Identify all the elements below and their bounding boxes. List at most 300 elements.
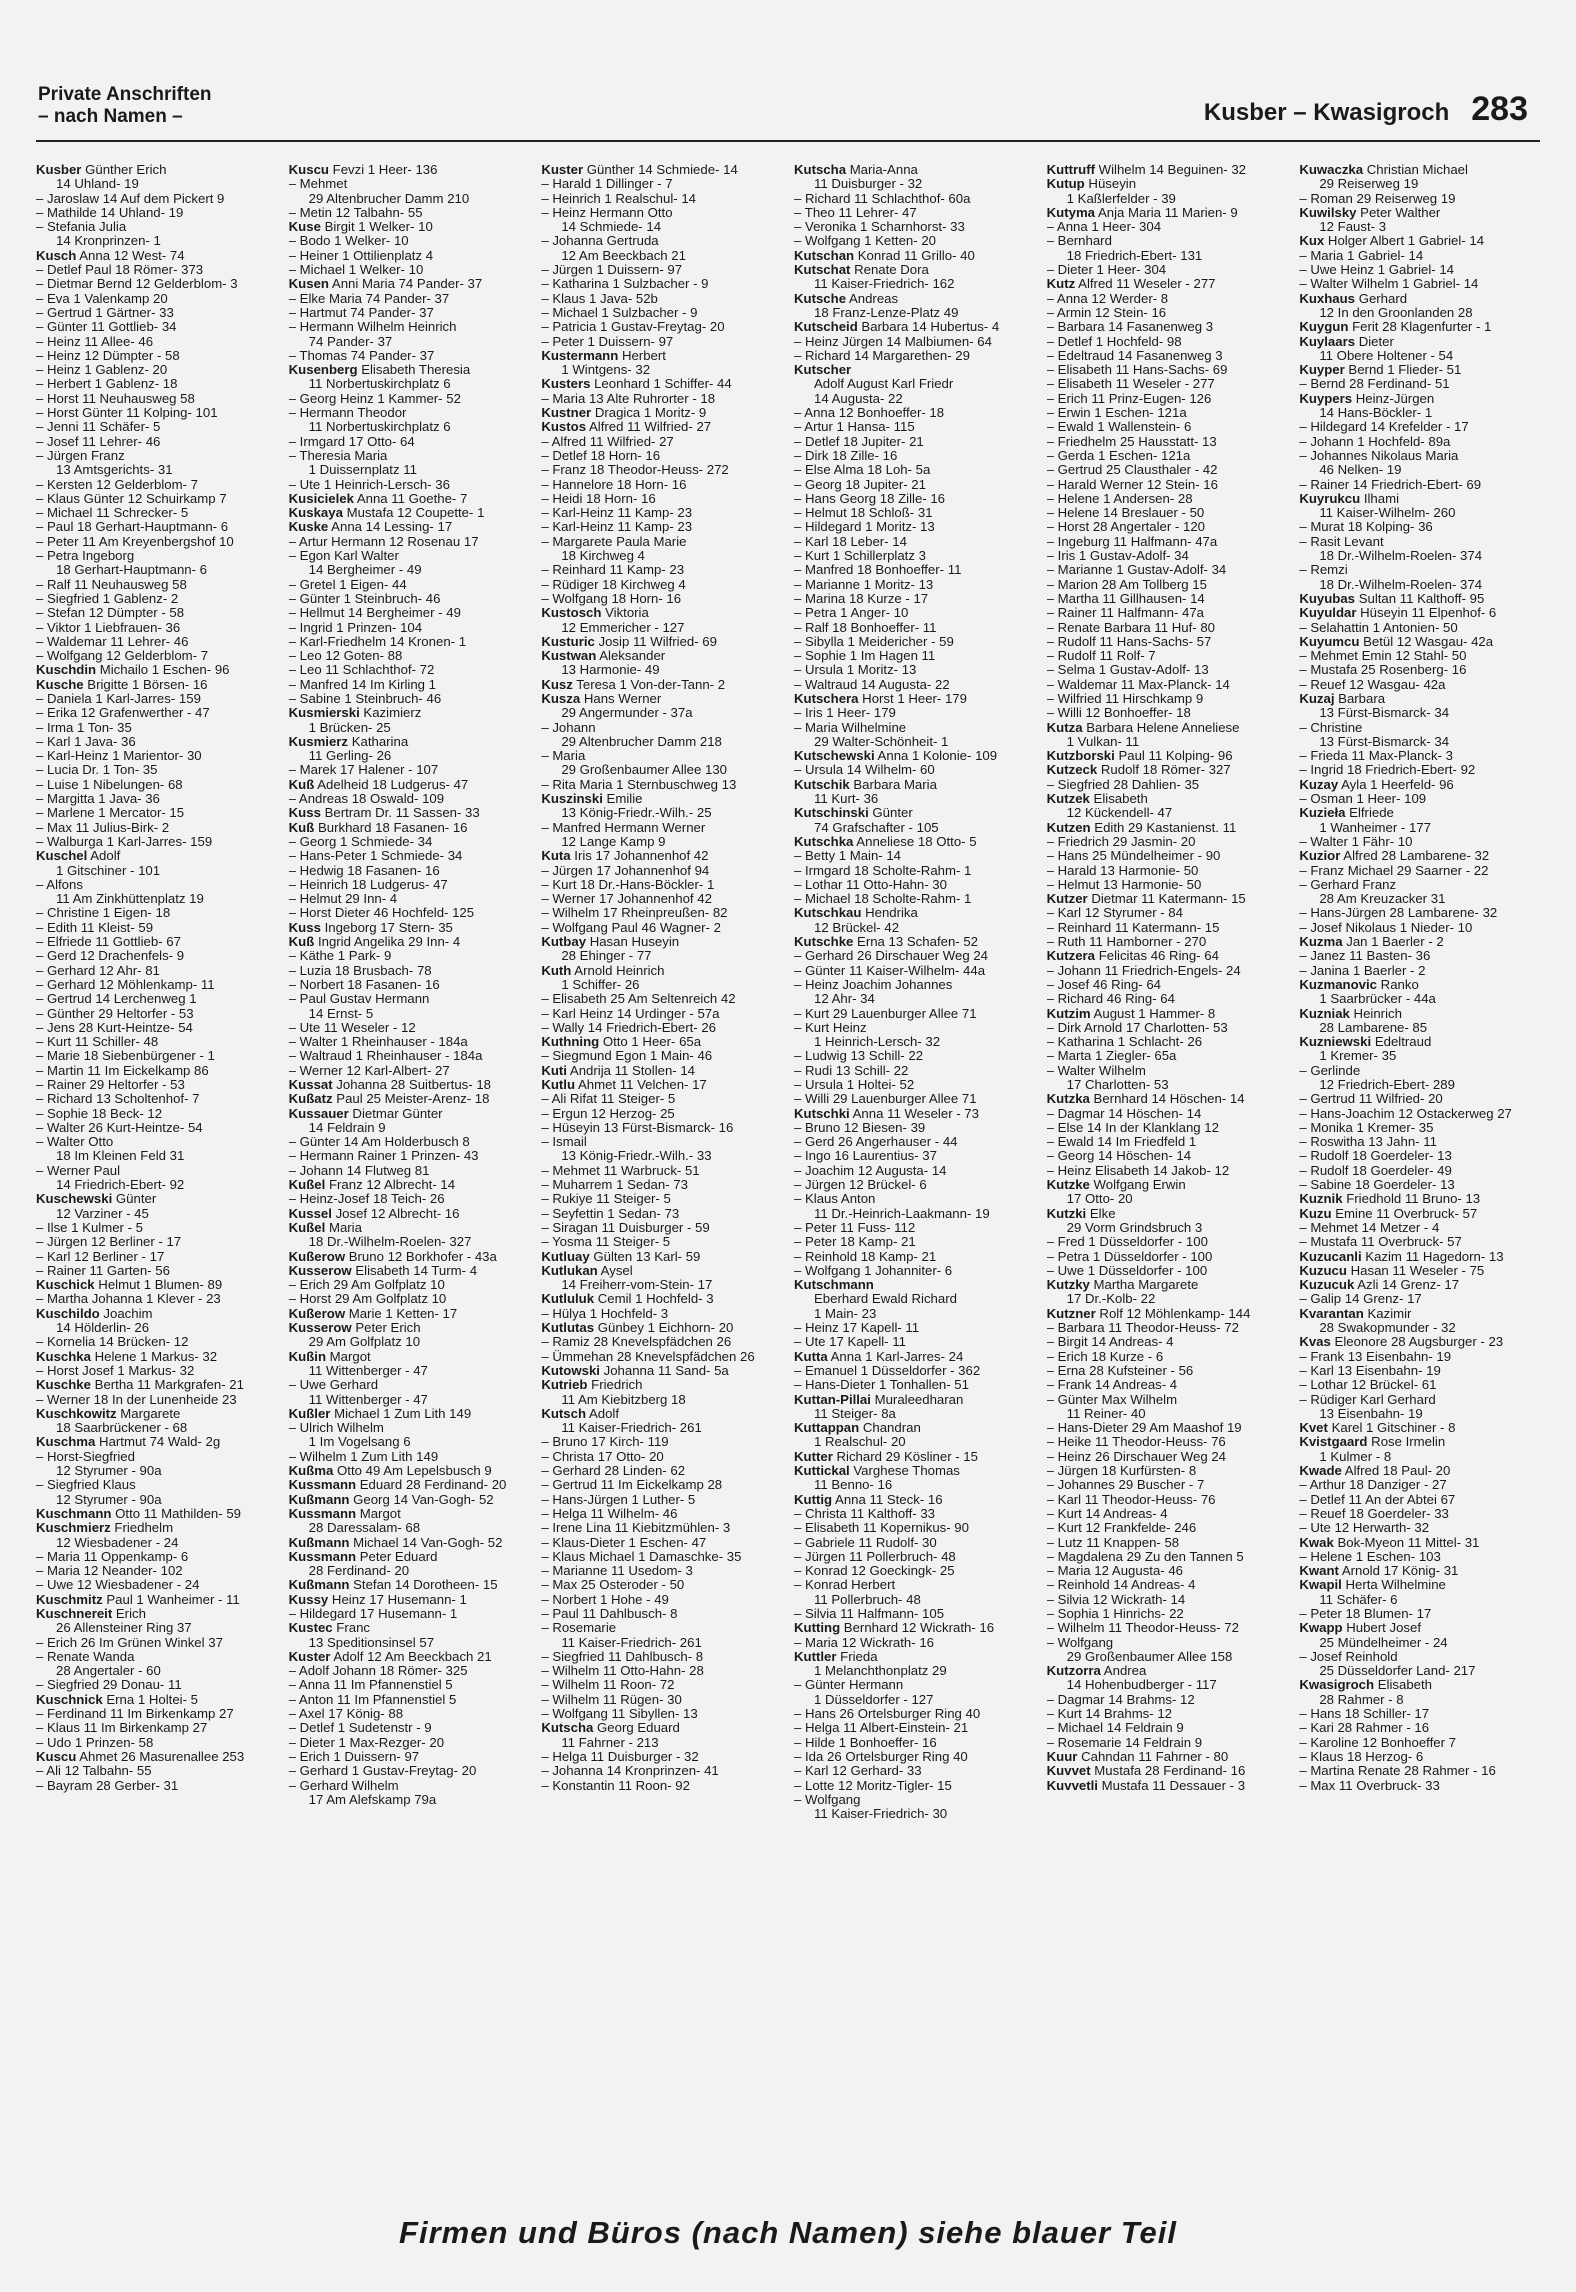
directory-entry-head: [1047, 1307, 1288, 1321]
directory-entry-continuation: 14 Bergheimer - 49: [308, 563, 422, 578]
directory-entry: – Michael 11 Schrecker- 5: [36, 506, 189, 521]
surname: Kusserow: [288, 1263, 352, 1278]
header-rule: [36, 140, 1540, 142]
entry-details: Jan 1 Baerler - 2: [1342, 935, 1444, 950]
directory-entry: – Klaus 18 Herzog- 6: [1299, 1749, 1424, 1764]
directory-entry: – Heinrich 18 Ludgerus- 47: [288, 877, 448, 892]
directory-entry-head: [541, 420, 782, 434]
directory-entry: – Rasit Levant: [1299, 534, 1384, 549]
directory-entry: – Margitta 1 Java- 36: [36, 792, 160, 807]
directory-entry: – Gerhard Wilhelm: [288, 1778, 399, 1793]
entry-details: Alfred 28 Lambarene- 32: [1340, 849, 1490, 864]
directory-entry: – Hans-Dieter 1 Tonhallen- 51: [794, 1378, 969, 1393]
directory-entry-head: [1299, 163, 1540, 177]
directory-entry: – Werner Paul: [36, 1163, 121, 1178]
directory-entry-head: [541, 1264, 782, 1278]
directory-entry-head: [794, 935, 1035, 949]
surname: Kutschke: [794, 935, 854, 950]
directory-entry: – Ursula 14 Wilhelm- 60: [794, 763, 935, 778]
directory-entry: – Josef 11 Lehrer- 46: [36, 434, 161, 449]
entry-details: Erna 1 Holtei- 5: [102, 1692, 198, 1707]
directory-entry: – Bayram 28 Gerber- 31: [36, 1778, 179, 1793]
directory-entry: – Wolfgang 12 Gelderblom- 7: [36, 649, 209, 664]
directory-entry-head: [1047, 892, 1288, 906]
directory-entry: – Richard 46 Ring- 64: [1046, 992, 1175, 1007]
directory-entry: – Rüdiger Karl Gerhard: [1299, 1392, 1436, 1407]
directory-entry: – Ute 1 Heinrich-Lersch- 36: [288, 477, 450, 492]
directory-column: [289, 163, 530, 2203]
directory-entry: – Renate Barbara 11 Huf- 80: [1046, 620, 1216, 635]
directory-entry-head: [1299, 1421, 1540, 1435]
surname: Kusserow: [288, 1321, 352, 1336]
surname: Kuss: [288, 806, 321, 821]
directory-entry: – Walburga 1 Karl-Jarres- 159: [36, 834, 213, 849]
directory-entry: – Lucia Dr. 1 Ton- 35: [36, 763, 158, 778]
directory-entry-head: [289, 1650, 530, 1664]
directory-entry-head: [289, 1307, 530, 1321]
directory-entry: – Max 11 Julius-Birk- 2: [36, 820, 170, 835]
directory-entry: – Siegfried 11 Dahlbusch- 8: [541, 1649, 704, 1664]
directory-entry-head: [541, 406, 782, 420]
directory-entry: – Heinz 11 Allee- 46: [36, 334, 154, 349]
directory-entry-head: [1299, 1678, 1540, 1692]
directory-entry: – Heinz 12 Dümpter - 58: [36, 348, 180, 363]
directory-entry: – Klaus Anton: [794, 1192, 876, 1207]
directory-entry: – Muharrem 1 Sedan- 73: [541, 1178, 688, 1193]
surname: Kuskaya: [288, 506, 343, 521]
entry-details: Hartmut 74 Wald- 2g: [95, 1435, 221, 1450]
surname: Kusmierz: [288, 734, 349, 749]
directory-entry-head: [1299, 1435, 1540, 1449]
directory-entry-continuation: 18 Im Kleinen Feld 31: [56, 1149, 185, 1164]
directory-entry: – Paul Gustav Hermann: [288, 992, 430, 1007]
directory-entry: – Gerd 26 Angerhauser - 44: [794, 1135, 958, 1150]
surname: Kuypers: [1299, 391, 1353, 406]
directory-entry-head: [1299, 206, 1540, 220]
surname: Kutzer: [1046, 892, 1088, 907]
entry-details: Anna 11 Goethe- 7: [353, 491, 468, 506]
entry-details: Paul 25 Meister-Arenz- 18: [332, 1092, 490, 1107]
directory-entry: – Kurt 14 Brahms- 12: [1046, 1707, 1172, 1722]
entry-details: Dietmar 11 Katermann- 15: [1087, 892, 1246, 907]
directory-entry: – Ingeburg 11 Halfmann- 47a: [1046, 534, 1218, 549]
directory-entry: – Janez 11 Basten- 36: [1299, 949, 1431, 964]
directory-entry-head: [541, 163, 782, 177]
directory-entry-head: [1299, 292, 1540, 306]
directory-entry: – Heidi 18 Horn- 16: [541, 491, 656, 506]
directory-entry-continuation: Eberhard Ewald Richard: [814, 1292, 957, 1307]
directory-entry: – Hans Georg 18 Zille- 16: [794, 491, 945, 506]
directory-entry-head: [794, 1278, 1035, 1292]
directory-entry: – Karl 11 Theodor-Heuss- 76: [1046, 1492, 1216, 1507]
directory-entry-continuation: 18 Dr.-Wilhelm-Roelen- 374: [1319, 549, 1483, 564]
surname: Kuscu: [36, 1749, 77, 1764]
directory-entry: – Karl 18 Leber- 14: [794, 534, 907, 549]
surname: Kuzniewski: [1299, 1035, 1372, 1050]
entry-details: Anna 11 Steck- 16: [832, 1492, 943, 1507]
directory-entry: – Katharina 1 Schlacht- 26: [1046, 1035, 1203, 1050]
directory-entry: – Hans-Jürgen 28 Lambarene- 32: [1299, 906, 1498, 921]
directory-entry-head: [1047, 1764, 1288, 1778]
directory-entry: – Osman 1 Heer- 109: [1299, 792, 1427, 807]
directory-entry: – Michael 14 Feldrain 9: [1046, 1721, 1184, 1736]
directory-entry: – Walter Wilhelm: [1046, 1063, 1146, 1078]
directory-entry-head: [541, 935, 782, 949]
directory-entry-head: [541, 1292, 782, 1306]
directory-entry: – Bruno 12 Biesen- 39: [794, 1120, 926, 1135]
surname: Kusmierski: [288, 706, 360, 721]
surname: Kutschat: [794, 263, 851, 278]
directory-entry-head: [289, 1407, 530, 1421]
surname: Kwapil: [1299, 1578, 1342, 1593]
directory-entry: – Walter 26 Kurt-Heintze- 54: [36, 1120, 203, 1135]
directory-entry: – Marie 18 Siebenbürgener - 1: [36, 1049, 215, 1064]
directory-entry: – Erich 11 Prinz-Eugen- 126: [1046, 391, 1212, 406]
entry-details: Stefan 14 Dorotheen- 15: [349, 1578, 498, 1593]
directory-entry: – Helene 14 Breslauer - 50: [1046, 506, 1205, 521]
directory-entry-head: [794, 292, 1035, 306]
entry-details: Günbey 1 Eichhorn- 20: [594, 1321, 734, 1336]
surname: Kußma: [288, 1464, 334, 1479]
surname: Kuttappan: [794, 1421, 860, 1436]
directory-entry: – Paul 11 Dahlbusch- 8: [541, 1606, 678, 1621]
directory-entry: – Horst Dieter 46 Hochfeld- 125: [288, 906, 475, 921]
directory-entry: – Emanuel 1 Düsseldorfer - 362: [794, 1363, 981, 1378]
directory-entry-head: [36, 1521, 277, 1535]
directory-entry-continuation: 14 Uhland- 19: [56, 177, 139, 192]
entry-details: Josip 11 Wilfried- 69: [594, 634, 717, 649]
directory-entry: – Petra 1 Düsseldorfer - 100: [1046, 1249, 1213, 1264]
entry-details: Johanna 28 Suitbertus- 18: [332, 1078, 492, 1092]
directory-entry-continuation: 1 Kremer- 35: [1319, 1049, 1397, 1064]
directory-entry: – Werner 12 Karl-Albert- 27: [288, 1063, 450, 1078]
directory-entry: – Wilhelm 11 Rügen- 30: [541, 1692, 682, 1707]
directory-entry: – Erna 28 Kufsteiner - 56: [1046, 1363, 1194, 1378]
surname: Kutzky: [1046, 1278, 1090, 1293]
directory-entry-head: [289, 492, 530, 506]
directory-entry-continuation: 29 Altenbrucher Damm 210: [308, 191, 470, 206]
surname: Kutzki: [1046, 1206, 1087, 1221]
entry-details: Ahmet 11 Velchen- 17: [575, 1078, 707, 1092]
directory-entry: – Remzi: [1299, 563, 1348, 578]
directory-entry-head: [289, 1593, 530, 1607]
directory-entry: – Patricia 1 Gustav-Freytag- 20: [541, 320, 725, 335]
directory-entry-continuation: 17 Charlotten- 53: [1066, 1078, 1169, 1092]
directory-entry: – Johann 1 Hochfeld- 89a: [1299, 434, 1451, 449]
directory-entry: – Gerlinde: [1299, 1063, 1361, 1078]
directory-entry: – Irene Lina 11 Kiebitzmühlen- 3: [541, 1521, 731, 1536]
directory-entry: – Rudolf 11 Rolf- 7: [1046, 649, 1156, 664]
directory-entry-head: [1299, 1307, 1540, 1321]
directory-entry-continuation: 11 Benno- 16: [814, 1478, 893, 1493]
directory-entry-head: [289, 1478, 530, 1492]
directory-entry: – Wilhelm 11 Theodor-Heuss- 72: [1046, 1621, 1239, 1636]
directory-entry: – Karl 12 Berliner - 17: [36, 1249, 165, 1264]
entry-details: Cemil 1 Hochfeld- 3: [594, 1292, 714, 1307]
surname: Kustermann: [541, 348, 619, 363]
directory-entry-head: [289, 706, 530, 720]
directory-entry: – Heinz 26 Dirschauer Weg 24: [1046, 1449, 1227, 1464]
surname: Kußel: [288, 1220, 326, 1235]
directory-entry: – Betty 1 Main- 14: [794, 849, 902, 864]
entry-details: Birgit 1 Welker- 10: [320, 220, 433, 235]
surname: Kuti: [541, 1063, 567, 1078]
directory-entry-continuation: 12 Lange Kamp 9: [561, 834, 666, 849]
directory-entry-head: [1047, 749, 1288, 763]
directory-entry-continuation: 1 Gitschiner - 101: [56, 863, 161, 878]
entry-details: Herbert: [618, 348, 666, 363]
directory-entry: – Reuef 12 Wasgau- 42a: [1299, 677, 1446, 692]
directory-entry: – Hans-Dieter 29 Am Maashof 19: [1046, 1421, 1242, 1436]
directory-entry: – Lotte 12 Moritz-Tigler- 15: [794, 1778, 952, 1793]
surname: Kußmann: [288, 1535, 350, 1550]
directory-entry: – Richard 11 Schlachthof- 60a: [794, 191, 971, 206]
directory-entry: – Ute 17 Kapell- 11: [794, 1335, 906, 1350]
directory-entry: – Karl 12 Gerhard- 33: [794, 1764, 922, 1779]
directory-entry-continuation: 11 Dr.-Heinrich-Laakmann- 19: [814, 1206, 990, 1221]
directory-entry-head: [36, 1750, 277, 1764]
surname: Kuttruff: [1046, 163, 1095, 177]
surname: Kutlu: [541, 1078, 576, 1092]
directory-entry-continuation: 13 Eisenbahn- 19: [1319, 1406, 1423, 1421]
directory-entry: – Ursula 1 Moritz- 13: [794, 663, 917, 678]
directory-entry: – Detlef 18 Jupiter- 21: [794, 434, 924, 449]
directory-entry: – Metin 12 Talbahn- 55: [288, 205, 423, 220]
surname: Kutscha: [794, 163, 847, 177]
directory-entry-head: [1047, 206, 1288, 220]
directory-entry: – Hans-Jürgen 1 Luther- 5: [541, 1492, 696, 1507]
directory-entry: – Ute 11 Weseler - 12: [288, 1020, 416, 1035]
surname: Kutschan: [794, 248, 855, 263]
directory-entry: – Willi 12 Bonhoeffer- 18: [1046, 706, 1191, 721]
directory-entry-head: [794, 1107, 1035, 1121]
directory-entry: – Stefan 12 Dümpter - 58: [36, 606, 185, 621]
directory-entry: – Günter 1 Steinbruch- 46: [288, 591, 441, 606]
entry-details: Hendrika: [861, 906, 918, 921]
directory-entry: – Helmut 13 Harmonie- 50: [1046, 877, 1202, 892]
surname: Kuylaars: [1299, 334, 1356, 349]
directory-entry-head: [289, 1464, 530, 1478]
directory-entry-head: [1299, 806, 1540, 820]
directory-entry-continuation: 11 Pollerbruch- 48: [814, 1592, 921, 1607]
directory-entry-continuation: 18 Dr.-Wilhelm-Roelen- 327: [308, 1235, 472, 1250]
surname: Kutzke: [1046, 1178, 1090, 1193]
directory-entry: – Katharina 1 Sulzbacher - 9: [541, 277, 709, 292]
directory-entry: – Mehmet Emin 12 Stahl- 50: [1299, 649, 1467, 664]
directory-entry: – Murat 18 Kolping- 36: [1299, 520, 1433, 535]
surname: Kuyper: [1299, 363, 1345, 378]
directory-entry: – Detlef Paul 18 Römer- 373: [36, 263, 204, 278]
directory-entry: – Marion 28 Am Tollberg 15: [1046, 577, 1207, 592]
directory-entry-continuation: 14 Hohenbudberger - 117: [1066, 1678, 1217, 1693]
directory-entry: – Maria 12 Wickrath- 16: [794, 1635, 934, 1650]
surname: Kusber: [36, 163, 82, 177]
surname: Kutbay: [541, 935, 587, 950]
directory-entry: – Horst 28 Angertaler - 120: [1046, 520, 1205, 535]
directory-entry-continuation: 11 Kaiser-Friedrich- 261: [561, 1635, 702, 1650]
surname: Kustec: [288, 1621, 333, 1636]
directory-entry: – Jürgen 17 Johannenhof 94: [541, 863, 710, 878]
entry-details: Friedhold 11 Bruno- 13: [1342, 1192, 1481, 1207]
directory-entry-head: [541, 849, 782, 863]
directory-entry: – Karl-Heinz 1 Marientor- 30: [36, 749, 202, 764]
directory-entry: – Yosma 11 Steiger- 5: [541, 1235, 671, 1250]
directory-entry: – Wolfgang 11 Sibyllen- 13: [541, 1707, 698, 1722]
directory-entry: – Birgit 14 Andreas- 4: [1046, 1335, 1174, 1350]
entry-details: Barbara 14 Hubertus- 4: [857, 320, 1000, 335]
directory-entry-head: [289, 1078, 530, 1092]
directory-entry-head: [289, 935, 530, 949]
directory-entry: – Martina Renate 28 Rahmer - 16: [1299, 1764, 1496, 1779]
directory-entry-head: [1299, 1264, 1540, 1278]
surname: Kuta: [541, 849, 571, 864]
directory-entry-continuation: 18 Kirchweg 4: [561, 549, 645, 564]
directory-entry: – Galip 14 Grenz- 17: [1299, 1292, 1422, 1307]
entry-details: Kazimierz: [359, 706, 422, 721]
directory-entry-continuation: 12 Kückendell- 47: [1066, 806, 1173, 821]
entry-details: Otto 11 Mathilden- 59: [111, 1506, 241, 1521]
directory-entry: – Bernhard: [1046, 234, 1112, 249]
directory-entry-continuation: 29 Walter-Schönheit- 1: [814, 734, 949, 749]
surname: Kuth: [541, 963, 572, 978]
surname: Kutup: [1046, 177, 1085, 192]
directory-entry-continuation: 1 Kulmer - 8: [1319, 1449, 1392, 1464]
surname: Kuß: [288, 820, 315, 835]
surname: Kuthning: [541, 1035, 600, 1050]
entry-details: Maria: [325, 1220, 362, 1235]
directory-entry: – Anna 12 Werder- 8: [1046, 291, 1169, 306]
directory-entry: – Sophie 1 Im Hagen 11: [794, 649, 936, 664]
directory-entry: – Roman 29 Reiserweg 19: [1299, 191, 1456, 206]
directory-entry-head: [541, 792, 782, 806]
directory-entry-head: [289, 1493, 530, 1507]
directory-entry-head: [36, 678, 277, 692]
directory-entry-continuation: 29 Reiserweg 19: [1319, 177, 1419, 192]
directory-entry-head: [541, 1035, 782, 1049]
entry-details: Anni Maria 74 Pander- 37: [328, 277, 483, 292]
directory-entry: – Arthur 18 Danziger - 27: [1299, 1478, 1447, 1493]
entry-details: Anja Maria 11 Marien- 9: [1095, 205, 1238, 220]
directory-entry: – Anna 11 Im Pfannenstiel 5: [288, 1678, 453, 1693]
entry-details: Johanna 11 Sand- 5a: [599, 1363, 729, 1378]
directory-entry: – Siragan 11 Duisburger - 59: [541, 1220, 710, 1235]
directory-entry-head: [1047, 1278, 1288, 1292]
entry-details: Heinz 17 Husemann- 1: [328, 1592, 467, 1607]
directory-entry: – Klaus 1 Java- 52b: [541, 291, 658, 306]
entry-details: Viktoria: [601, 606, 649, 621]
entry-details: Rudolf 18 Römer- 327: [1097, 763, 1231, 778]
directory-entry: – Walter 1 Fähr- 10: [1299, 834, 1413, 849]
directory-entry: – Ulrich Wilhelm: [288, 1421, 384, 1436]
surname: Kuzu: [1299, 1206, 1332, 1221]
surname: Kuvvet: [1046, 1764, 1091, 1779]
directory-entry-continuation: 17 Dr.-Kolb- 22: [1066, 1292, 1156, 1307]
entry-details: Alfred 18 Paul- 20: [1341, 1464, 1451, 1479]
entry-details: Georg 14 Van-Gogh- 52: [349, 1492, 494, 1507]
directory-entry: – Ewald 14 Im Friedfeld 1: [1046, 1135, 1197, 1150]
directory-entry: – Gerhard 28 Linden- 62: [541, 1464, 686, 1479]
entry-details: Michailo 1 Eschen- 96: [96, 663, 230, 678]
directory-entry: – Marianne 1 Gustav-Adolf- 34: [1046, 563, 1227, 578]
directory-entry-head: [36, 1435, 277, 1449]
directory-entry: – Rainer 11 Halfmann- 47a: [1046, 606, 1205, 621]
entry-details: Alfred 11 Wilfried- 27: [586, 420, 712, 435]
directory-entry-head: [1299, 1621, 1540, 1635]
directory-entry: – Christine 1 Eigen- 18: [36, 906, 171, 921]
surname: Kvas: [1299, 1335, 1331, 1350]
directory-entry: – Gerd 12 Drachenfels- 9: [36, 949, 185, 964]
directory-entry-head: [1299, 392, 1540, 406]
directory-entry: – Magdalena 29 Zu den Tannen 5: [1046, 1549, 1244, 1564]
entry-details: Marie 1 Ketten- 17: [345, 1306, 458, 1321]
directory-entry-continuation: 28 Swakopmunder - 32: [1319, 1321, 1456, 1336]
directory-entry: – Kurt 1 Schillerplatz 3: [794, 549, 926, 564]
directory-entry: – Marianne 11 Usedom- 3: [541, 1564, 693, 1579]
surname: Kuyuldar: [1299, 606, 1357, 621]
directory-entry: – Detlef 1 Sudetenstr - 9: [288, 1721, 432, 1736]
directory-entry: – Elisabeth 11 Kopernikus- 90: [794, 1521, 969, 1536]
surname: Kutzka: [1046, 1092, 1090, 1107]
directory-entry: – Ludwig 13 Schill- 22: [794, 1049, 924, 1064]
directory-entry: – Heinz 17 Kapell- 11: [794, 1321, 920, 1336]
surname: Kussat: [288, 1078, 333, 1092]
directory-entry: – Helene 1 Eschen- 103: [1299, 1549, 1441, 1564]
directory-entry-continuation: 11 Kaiser-Friedrich- 162: [814, 277, 955, 292]
entry-details: Helene 1 Markus- 32: [90, 1349, 218, 1364]
surname: Kuschmitz: [36, 1592, 103, 1607]
directory-entry: – Wilhelm 17 Rheinpreußen- 82: [541, 906, 728, 921]
directory-entry-continuation: 1 Vulkan- 11: [1066, 734, 1140, 749]
surname: Kusza: [541, 691, 581, 706]
entry-details: Friedrich: [587, 1378, 643, 1393]
directory-entry: – Hans 18 Schiller- 17: [1299, 1707, 1430, 1722]
directory-entry: – Erich 18 Kurze - 6: [1046, 1349, 1164, 1364]
directory-entry-head: [1047, 163, 1288, 177]
surname: Kuster: [541, 163, 584, 177]
directory-entry-continuation: 11 Duisburger - 32: [814, 177, 923, 192]
entry-details: August 1 Hammer- 8: [1090, 1006, 1216, 1021]
directory-entry-head: [1299, 492, 1540, 506]
directory-entry-continuation: 28 Rahmer - 8: [1319, 1692, 1404, 1707]
entry-details: Heinz-Jürgen: [1352, 391, 1435, 406]
directory-entry-continuation: 11 Kurt- 36: [814, 792, 879, 807]
directory-entry: – Rainer 29 Heltorfer - 53: [36, 1078, 185, 1092]
directory-entry-continuation: 12 Emmericher - 127: [561, 620, 685, 635]
entry-details: Maria-Anna: [846, 163, 918, 177]
surname: Kutting: [794, 1621, 841, 1636]
entry-details: Otto 49 Am Lepelsbusch 9: [333, 1464, 492, 1479]
directory-entry: – Ergun 12 Herzog- 25: [541, 1106, 675, 1121]
entry-details: Hüseyin: [1084, 177, 1137, 192]
directory-entry-head: [541, 349, 782, 363]
surname: Kutzera: [1046, 949, 1096, 964]
directory-entry-continuation: 14 Hans-Böckler- 1: [1319, 406, 1433, 421]
surname: Kutluluk: [541, 1292, 595, 1307]
surname: Kuzma: [1299, 935, 1343, 950]
directory-entry-head: [541, 635, 782, 649]
surname: Kuse: [288, 220, 321, 235]
directory-entry: – Stefania Julia: [36, 220, 127, 235]
directory-entry: – Erwin 1 Eschen- 121a: [1046, 406, 1187, 421]
directory-entry: – Hans 26 Ortelsburger Ring 40: [794, 1707, 981, 1722]
directory-entry: – Luzia 18 Brusbach- 78: [288, 963, 432, 978]
surname: Kuß: [288, 935, 315, 950]
directory-entry: – Gertrud 1 Gärtner- 33: [36, 305, 174, 320]
entry-details: Ayla 1 Heerfeld- 96: [1338, 777, 1454, 792]
entry-details: Richard 29 Kösliner - 15: [832, 1449, 978, 1464]
directory-entry: – Maria 13 Alte Ruhrorter - 18: [541, 391, 716, 406]
entry-details: Bertram Dr. 11 Sassen- 33: [320, 806, 480, 821]
